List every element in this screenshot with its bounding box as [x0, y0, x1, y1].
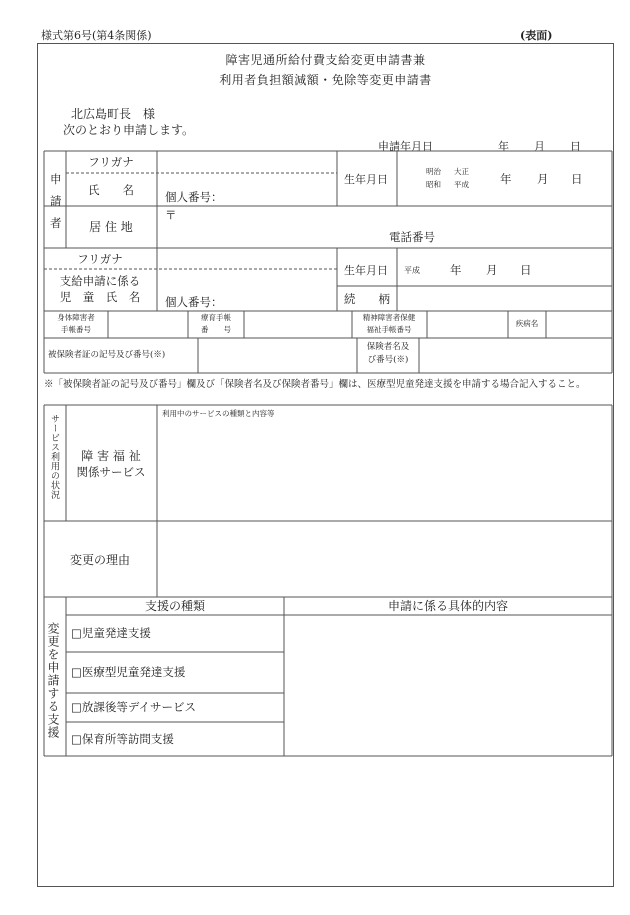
mental-handbook-label-2: 福祉手帳番号: [366, 325, 412, 334]
welfare-service-label-2: 関係サービス: [76, 465, 146, 479]
addressee: 北広島町長 様: [71, 107, 156, 121]
insurance-card-label: 被保険者証の記号及び番号(※): [48, 350, 166, 360]
application-date-label: 申請年月日: [378, 140, 433, 153]
applicant-address-label: 居 住 地: [89, 220, 133, 234]
rehab-handbook-label-1: 療育手帳: [201, 313, 231, 322]
application-year: 年: [498, 140, 509, 153]
era-meiji: 明治: [426, 167, 441, 176]
support-checkbox-child-development[interactable]: □児童発達支援: [71, 626, 151, 640]
request-statement: 次のとおり申請します。: [63, 123, 195, 137]
form-title-line1: 障害児通所給付費支給変更申請書兼: [225, 53, 426, 67]
note-text: ※「被保険者証の記号及び番号」欄及び「保険者名及び保険者番号」欄は、医療型児童発達支援を申請する場合記入すること。: [44, 379, 586, 390]
support-checkbox-nursery-visit-support[interactable]: □保育所等訪問支援: [71, 732, 174, 746]
child-birth-label: 生年月日: [344, 264, 388, 277]
child-furigana-label: フリガナ: [77, 252, 123, 266]
support-checkbox-after-school-day-service[interactable]: □放課後等デイサービス: [71, 700, 197, 714]
child-birth-month: 月: [486, 263, 498, 277]
application-day: 日: [570, 140, 581, 153]
applicant-birth-month: 月: [537, 172, 549, 186]
applicant-birth-year: 年: [500, 172, 512, 186]
child-id-number-label: 個人番号：: [165, 295, 223, 309]
physical-handbook-label-2: 手帳番号: [61, 325, 91, 334]
insurer-label-2: び番号(※): [367, 355, 409, 365]
rehab-handbook-label-2: 番 号: [201, 325, 231, 334]
applicant-name-label: 氏 名: [88, 183, 134, 197]
change-reason-label: 変更の理由: [69, 553, 131, 567]
form-number: 様式第6号(第4条関係): [41, 29, 152, 42]
disease-name-label: 疾病名: [515, 319, 539, 328]
service-content-label: 利用中のサービスの種類と内容等: [162, 409, 275, 418]
application-month: 月: [534, 140, 545, 153]
support-checkbox-medical-child-development[interactable]: □医療型児童発達支援: [71, 665, 186, 679]
child-birth-day: 日: [520, 263, 532, 277]
child-label-line1: 支給申請に係る: [59, 274, 141, 288]
applicant-birth-label: 生年月日: [344, 173, 388, 186]
applicant-side-label: 申 請 者: [50, 172, 62, 230]
child-label-line2: 児 童 氏 名: [59, 290, 141, 304]
child-era: 平成: [404, 266, 420, 275]
era-heisei: 平成: [454, 180, 469, 189]
service-usage-side-label: サービス利用の状況: [49, 414, 59, 500]
physical-handbook-label-1: 身体障害者: [57, 313, 95, 322]
welfare-service-label-1: 障 害 福 祉: [81, 449, 141, 463]
child-birth-year: 年: [450, 263, 462, 277]
form-title-line2: 利用者負担額減額・免除等変更申請書: [219, 73, 432, 87]
support-type-header: 支援の種類: [144, 599, 206, 613]
mental-handbook-label-1: 精神障害者保健: [362, 313, 416, 322]
era-showa: 昭和: [426, 180, 441, 189]
page-side-label: (表面): [520, 29, 553, 42]
applicant-furigana-label: フリガナ: [88, 155, 134, 169]
applicant-id-number-label: 個人番号：: [165, 190, 223, 204]
relation-label: 続 柄: [344, 292, 390, 306]
support-detail-header: 申請に係る具体的内容: [387, 599, 509, 613]
support-side-label: 変更を申請する支援: [46, 622, 60, 739]
phone-label: 電話番号: [389, 230, 435, 244]
postal-mark: 〒: [165, 208, 177, 222]
insurer-label-1: 保険者名及: [366, 342, 410, 352]
applicant-birth-day: 日: [571, 172, 583, 186]
era-taisho: 大正: [454, 167, 469, 176]
